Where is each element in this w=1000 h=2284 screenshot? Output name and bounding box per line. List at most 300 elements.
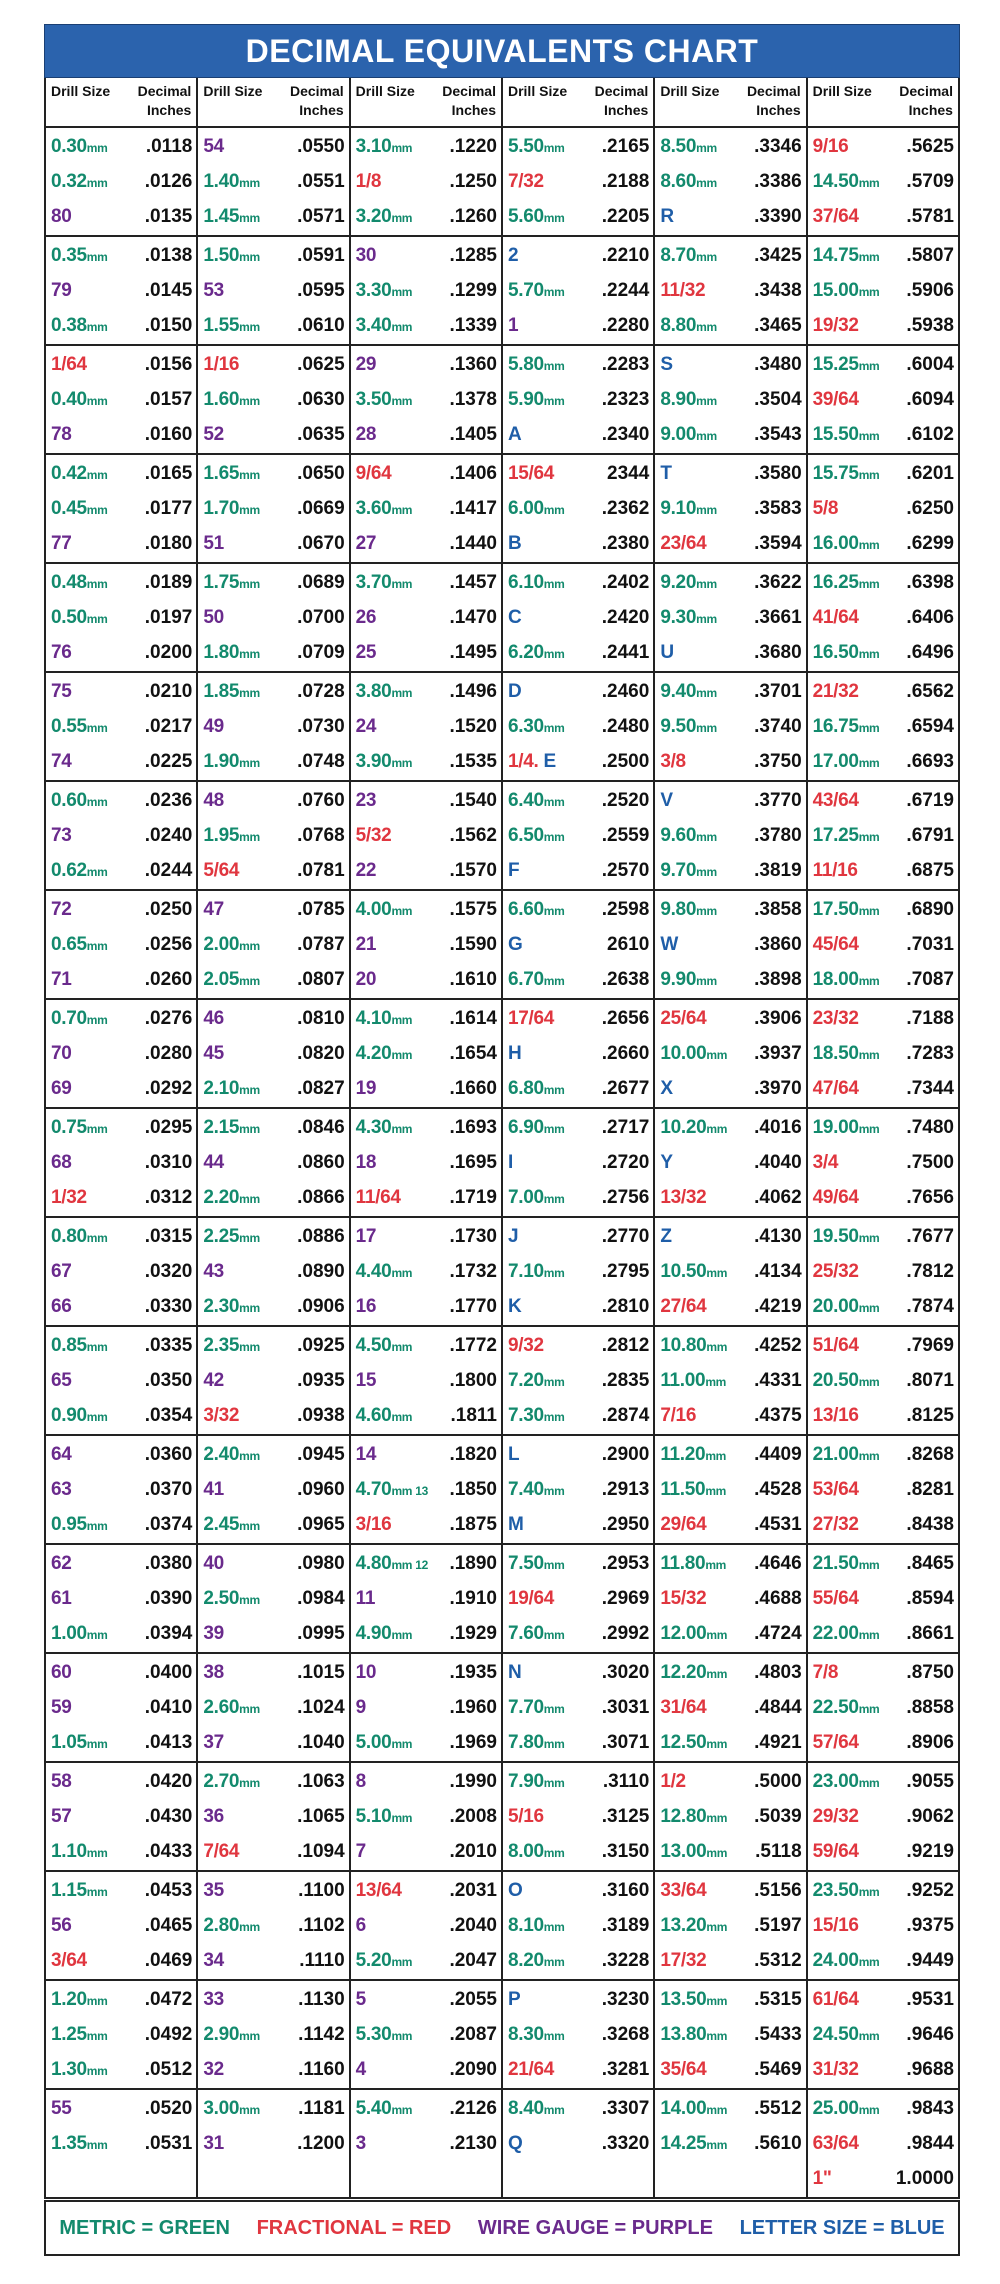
drill-size: 52 bbox=[203, 423, 224, 445]
drill-size: 21 bbox=[355, 933, 377, 955]
decimal-inches: .0689 bbox=[297, 571, 345, 593]
chart-column bbox=[503, 78, 655, 2197]
drill-size: 80 bbox=[51, 205, 72, 227]
table-row bbox=[503, 164, 653, 199]
decimal-inches: .0165 bbox=[144, 462, 193, 484]
table-row bbox=[198, 1110, 348, 1145]
drill-size: 3.00mm bbox=[203, 2097, 260, 2119]
drill-size: 59 bbox=[51, 1696, 72, 1718]
table-row bbox=[46, 1690, 196, 1725]
table-row bbox=[46, 1764, 196, 1799]
table-row bbox=[46, 1799, 196, 1834]
table-row bbox=[351, 1219, 501, 1254]
legend-metric: METRIC = GREEN bbox=[59, 2216, 230, 2239]
size-unit: mm bbox=[696, 175, 717, 190]
drill-size: 3.10mm bbox=[355, 135, 413, 157]
size-unit: mm bbox=[858, 1954, 880, 1969]
drill-size: 10.00mm bbox=[660, 1042, 728, 1064]
decimal-header: Decimal Inches bbox=[594, 83, 649, 118]
size-unit: mm bbox=[858, 1047, 880, 1062]
table-row bbox=[351, 674, 501, 709]
table-row bbox=[655, 1690, 805, 1725]
drill-size: 7.50mm bbox=[507, 1552, 565, 1574]
size-unit: mm bbox=[239, 938, 260, 953]
size-unit: mm bbox=[543, 358, 565, 373]
table-row bbox=[655, 927, 805, 962]
row-group bbox=[46, 782, 196, 891]
row-group bbox=[503, 1109, 653, 1218]
drill-size: 1/64 bbox=[51, 353, 87, 375]
drill-size: I bbox=[507, 1151, 513, 1173]
size-unit: mm bbox=[86, 1518, 108, 1533]
table-row bbox=[808, 1507, 958, 1542]
size-unit: mm bbox=[391, 2102, 413, 2117]
decimal-inches: .0670 bbox=[297, 532, 345, 554]
drill-size: 43/64 bbox=[812, 789, 859, 811]
size-unit: mm bbox=[858, 249, 880, 264]
size-unit: mm bbox=[858, 284, 880, 299]
decimal-inches: .4531 bbox=[754, 1513, 802, 1535]
table-row bbox=[46, 1873, 196, 1908]
drill-size: 8.70mm bbox=[660, 244, 717, 266]
row-group bbox=[351, 128, 501, 237]
decimal-inches: .3346 bbox=[754, 135, 802, 157]
drill-size: 1.80mm bbox=[203, 641, 260, 663]
drill-size: 9/64 bbox=[355, 462, 392, 484]
table-row bbox=[655, 2052, 805, 2087]
decimal-inches: .1719 bbox=[449, 1186, 497, 1208]
table-row bbox=[808, 347, 958, 382]
row-group bbox=[351, 891, 501, 1000]
decimal-inches: .0197 bbox=[144, 606, 193, 628]
drill-size: 2.15mm bbox=[203, 1116, 260, 1138]
table-row bbox=[655, 1289, 805, 1324]
drill-size: U bbox=[660, 641, 674, 663]
decimal-inches: .0330 bbox=[144, 1295, 193, 1317]
drill-size: 8.30mm bbox=[507, 2023, 565, 2045]
table-row bbox=[808, 456, 958, 491]
row-group bbox=[198, 1327, 348, 1436]
drill-size: 79 bbox=[51, 279, 72, 301]
table-row bbox=[503, 1289, 653, 1324]
drill-size: 68 bbox=[51, 1151, 72, 1173]
table-row bbox=[198, 962, 348, 997]
table-row bbox=[503, 1655, 653, 1690]
row-group bbox=[655, 2090, 805, 2162]
table-row bbox=[351, 1036, 501, 1071]
table-row bbox=[503, 1581, 653, 1616]
decimal-header: Decimal Inches bbox=[746, 83, 801, 118]
chart-column bbox=[808, 78, 958, 2197]
drill-size: 16 bbox=[355, 1295, 377, 1317]
decimal-inches: .1260 bbox=[449, 205, 497, 227]
table-row bbox=[198, 382, 348, 417]
row-group bbox=[198, 891, 348, 1000]
table-row bbox=[503, 491, 653, 526]
decimal-inches: .3750 bbox=[754, 750, 802, 772]
decimal-inches: .6299 bbox=[906, 532, 954, 554]
table-row bbox=[46, 818, 196, 853]
drill-size: 7.90mm bbox=[507, 1770, 565, 1792]
decimal-inches: .5610 bbox=[754, 2132, 802, 2154]
row-group bbox=[808, 1109, 958, 1218]
size-unit: mm bbox=[543, 1954, 565, 1969]
table-row bbox=[46, 1437, 196, 1472]
table-row bbox=[351, 199, 501, 234]
drill-size: 14 bbox=[355, 1443, 377, 1465]
decimal-inches: .5433 bbox=[754, 2023, 802, 2045]
row-group bbox=[351, 1436, 501, 1545]
decimal-inches: .2874 bbox=[601, 1404, 650, 1426]
size-unit: mm bbox=[858, 1121, 880, 1136]
decimal-inches: .0260 bbox=[144, 968, 193, 990]
drill-size: 9.60mm bbox=[660, 824, 717, 846]
drill-size: 28 bbox=[355, 423, 377, 445]
drill-size: 1/16 bbox=[203, 353, 240, 375]
decimal-inches: .0465 bbox=[144, 1914, 193, 1936]
decimal-inches: .1417 bbox=[449, 497, 497, 519]
table-row bbox=[655, 1834, 805, 1869]
table-row bbox=[351, 2052, 501, 2087]
drill-size: 21/64 bbox=[507, 2058, 555, 2080]
size-unit: mm bbox=[706, 1339, 728, 1354]
table-row bbox=[655, 199, 805, 234]
table-row bbox=[351, 238, 501, 273]
drill-size: Q bbox=[507, 2132, 523, 2154]
drill-size: 60 bbox=[51, 1661, 72, 1683]
table-row bbox=[198, 456, 348, 491]
decimal-inches: .8125 bbox=[906, 1404, 954, 1426]
decimal-inches: .1470 bbox=[449, 606, 497, 628]
decimal-inches: .1969 bbox=[449, 1731, 497, 1753]
drill-size: 8.50mm bbox=[660, 135, 717, 157]
table-row bbox=[198, 1363, 348, 1398]
decimal-inches: .0492 bbox=[144, 2023, 193, 2045]
table-row bbox=[808, 1982, 958, 2017]
drill-size: 1.65mm bbox=[203, 462, 260, 484]
table-row bbox=[46, 1001, 196, 1036]
size-unit: mm bbox=[858, 2028, 880, 2043]
decimal-inches: .0650 bbox=[297, 462, 345, 484]
row-group bbox=[198, 1654, 348, 1763]
size-unit: mm bbox=[239, 249, 260, 264]
size-unit: mm bbox=[239, 829, 260, 844]
drill-size: 27 bbox=[355, 532, 377, 554]
table-row bbox=[503, 308, 653, 343]
table-row bbox=[351, 1363, 501, 1398]
size-unit: mm bbox=[696, 611, 717, 626]
table-row bbox=[351, 1398, 501, 1433]
size-unit: mm bbox=[543, 1557, 565, 1572]
size-unit: mm bbox=[86, 1993, 108, 2008]
drill-size: 29/32 bbox=[812, 1805, 859, 1827]
table-row bbox=[46, 382, 196, 417]
table-row bbox=[46, 199, 196, 234]
decimal-chart bbox=[44, 24, 960, 2199]
size-unit: mm bbox=[696, 685, 717, 700]
decimal-inches: .0610 bbox=[297, 314, 345, 336]
size-unit: mm bbox=[706, 1845, 728, 1860]
decimal-inches: .6406 bbox=[906, 606, 954, 628]
row-group bbox=[46, 1654, 196, 1763]
chart-column bbox=[351, 78, 503, 2197]
table-row bbox=[46, 892, 196, 927]
drill-size-header: Drill Size bbox=[812, 83, 872, 99]
decimal-inches: .2280 bbox=[601, 314, 650, 336]
decimal-inches: .2165 bbox=[601, 135, 650, 157]
decimal-inches: .0240 bbox=[144, 824, 193, 846]
decimal-inches: .1065 bbox=[297, 1805, 345, 1827]
table-row bbox=[198, 674, 348, 709]
drill-size: 1.60mm bbox=[203, 388, 260, 410]
table-row bbox=[808, 1110, 958, 1145]
table-row bbox=[198, 1289, 348, 1324]
decimal-inches: .0846 bbox=[297, 1116, 345, 1138]
table-row bbox=[808, 1616, 958, 1651]
size-unit: mm bbox=[391, 393, 413, 408]
table-row bbox=[198, 1507, 348, 1542]
drill-size: 25 bbox=[355, 641, 377, 663]
table-row bbox=[808, 491, 958, 526]
decimal-header: Decimal Inches bbox=[899, 83, 953, 118]
drill-size: 31 bbox=[203, 2132, 224, 2154]
drill-size: 1.95mm bbox=[203, 824, 260, 846]
size-unit: mm bbox=[706, 1919, 728, 1934]
table-row bbox=[198, 1254, 348, 1289]
row-group bbox=[808, 673, 958, 782]
row-group bbox=[198, 1763, 348, 1872]
decimal-inches: .0236 bbox=[144, 789, 193, 811]
drill-size: 0.35mm bbox=[51, 244, 108, 266]
drill-size: 57 bbox=[51, 1805, 72, 1827]
decimal-inches: .1695 bbox=[449, 1151, 497, 1173]
decimal-inches: .1110 bbox=[299, 1949, 345, 1971]
size-unit: mm bbox=[86, 720, 108, 735]
decimal-inches: .2656 bbox=[601, 1007, 650, 1029]
column-header bbox=[503, 78, 653, 128]
row-group bbox=[655, 1000, 805, 1109]
size-unit: mm bbox=[86, 467, 108, 482]
decimal-inches: .2323 bbox=[601, 388, 650, 410]
decimal-inches: .1200 bbox=[297, 2132, 345, 2154]
size-unit: mm bbox=[239, 1082, 260, 1097]
table-row bbox=[655, 1943, 805, 1978]
column-header bbox=[198, 78, 348, 128]
table-row bbox=[198, 1219, 348, 1254]
size-unit: mm bbox=[858, 1627, 880, 1642]
size-unit: mm bbox=[858, 1701, 880, 1716]
table-row bbox=[808, 1219, 958, 1254]
decimal-inches: .0160 bbox=[144, 423, 193, 445]
row-group bbox=[198, 128, 348, 237]
row-group bbox=[808, 1000, 958, 1109]
size-unit: mm bbox=[696, 319, 717, 334]
row-group bbox=[503, 1872, 653, 1981]
table-row bbox=[351, 1873, 501, 1908]
drill-size: 17 bbox=[355, 1225, 377, 1247]
drill-size: 2.00mm bbox=[203, 933, 260, 955]
decimal-inches: .1520 bbox=[449, 715, 497, 737]
size-unit: mm bbox=[706, 1047, 728, 1062]
decimal-inches: .0571 bbox=[297, 205, 345, 227]
decimal-inches: .2795 bbox=[601, 1260, 650, 1282]
size-unit: mm bbox=[391, 755, 413, 770]
decimal-inches: .0781 bbox=[297, 859, 345, 881]
drill-size: 36 bbox=[203, 1805, 224, 1827]
drill-size: 15/16 bbox=[812, 1914, 859, 1936]
table-row bbox=[351, 1725, 501, 1760]
drill-size: 3.90mm bbox=[355, 750, 413, 772]
drill-size: 2.35mm bbox=[203, 1334, 260, 1356]
size-unit: mm bbox=[706, 1121, 728, 1136]
drill-size: 76 bbox=[51, 641, 72, 663]
size-unit: mm bbox=[86, 576, 108, 591]
drill-size: 5.60mm bbox=[507, 205, 565, 227]
drill-size: 66 bbox=[51, 1295, 72, 1317]
decimal-inches: .0292 bbox=[144, 1077, 193, 1099]
table-row bbox=[198, 1001, 348, 1036]
decimal-inches: .2500 bbox=[601, 750, 650, 772]
drill-size: 29 bbox=[355, 353, 377, 375]
decimal-inches: .0126 bbox=[144, 170, 193, 192]
table-row bbox=[198, 1145, 348, 1180]
row-group bbox=[198, 237, 348, 346]
drill-size: 33/64 bbox=[660, 1879, 707, 1901]
table-row bbox=[503, 1398, 653, 1433]
drill-size: 38 bbox=[203, 1661, 224, 1683]
decimal-inches: .0625 bbox=[297, 353, 345, 375]
size-unit: mm bbox=[858, 1557, 880, 1572]
decimal-inches: .3819 bbox=[754, 859, 802, 881]
row-group bbox=[808, 1763, 958, 1872]
decimal-inches: .7188 bbox=[906, 1007, 954, 1029]
table-row bbox=[808, 1472, 958, 1507]
table-row bbox=[808, 853, 958, 888]
drill-size: 9.50mm bbox=[660, 715, 717, 737]
drill-size: 51 bbox=[203, 532, 224, 554]
drill-size: 4.50mm bbox=[355, 1334, 413, 1356]
drill-size: 11/64 bbox=[355, 1186, 401, 1208]
drill-size: 7/32 bbox=[507, 170, 544, 192]
decimal-inches: .0820 bbox=[297, 1042, 345, 1064]
drill-size: 15.25mm bbox=[812, 353, 880, 375]
decimal-inches: .4016 bbox=[754, 1116, 802, 1138]
drill-size: 4.20mm bbox=[355, 1042, 413, 1064]
table-row bbox=[655, 2126, 805, 2161]
size-unit: mm bbox=[706, 2137, 728, 2152]
drill-size: 31/32 bbox=[812, 2058, 859, 2080]
table-row bbox=[351, 1289, 501, 1324]
drill-size: 8.60mm bbox=[660, 170, 717, 192]
size-unit: mm bbox=[391, 319, 413, 334]
size-unit: mm bbox=[86, 393, 108, 408]
table-row bbox=[808, 1398, 958, 1433]
size-unit: mm 13 bbox=[391, 1483, 428, 1498]
row-group bbox=[808, 2090, 958, 2197]
drill-size: 37 bbox=[203, 1731, 224, 1753]
drill-size: 8.10mm bbox=[507, 1914, 565, 1936]
table-row bbox=[808, 635, 958, 670]
table-row bbox=[808, 1725, 958, 1760]
decimal-inches: .8268 bbox=[906, 1443, 954, 1465]
decimal-inches: .3860 bbox=[754, 933, 802, 955]
size-unit: mm bbox=[543, 393, 565, 408]
size-unit: mm bbox=[239, 175, 260, 190]
row-group bbox=[46, 455, 196, 564]
drill-size: 2.40mm bbox=[203, 1443, 260, 1465]
table-row bbox=[198, 347, 348, 382]
decimal-inches: .1299 bbox=[449, 279, 497, 301]
decimal-inches: .0551 bbox=[297, 170, 345, 192]
decimal-inches: .4375 bbox=[754, 1404, 802, 1426]
table-row bbox=[46, 962, 196, 997]
row-group bbox=[808, 1654, 958, 1763]
table-row bbox=[351, 1690, 501, 1725]
size-unit: mm bbox=[86, 1736, 108, 1751]
size-unit: mm bbox=[858, 1775, 880, 1790]
row-group bbox=[655, 237, 805, 346]
decimal-inches: .3504 bbox=[754, 388, 802, 410]
drill-size: 37/64 bbox=[812, 205, 859, 227]
drill-size: 20.50mm bbox=[812, 1369, 880, 1391]
table-row bbox=[808, 1289, 958, 1324]
size-unit: mm bbox=[858, 1884, 880, 1899]
table-row bbox=[655, 491, 805, 526]
drill-size: 9/32 bbox=[507, 1334, 544, 1356]
table-row bbox=[351, 2017, 501, 2052]
drill-size: 45 bbox=[203, 1042, 224, 1064]
table-row bbox=[351, 1655, 501, 1690]
table-row bbox=[351, 129, 501, 164]
decimal-inches: .1590 bbox=[449, 933, 497, 955]
table-row bbox=[198, 783, 348, 818]
drill-size: 1.20mm bbox=[51, 1988, 108, 2010]
table-row bbox=[808, 129, 958, 164]
drill-size: 6.70mm bbox=[507, 968, 565, 990]
table-row bbox=[351, 1616, 501, 1651]
table-row bbox=[46, 1071, 196, 1106]
table-row bbox=[351, 526, 501, 561]
size-unit: mm bbox=[543, 1736, 565, 1751]
size-unit: mm bbox=[706, 1736, 728, 1751]
drill-size: 30 bbox=[355, 244, 377, 266]
decimal-inches: .2205 bbox=[601, 205, 650, 227]
row-group bbox=[808, 1327, 958, 1436]
table-row bbox=[655, 1437, 805, 1472]
table-row bbox=[46, 1546, 196, 1581]
table-row bbox=[198, 1437, 348, 1472]
decimal-inches: .2660 bbox=[601, 1042, 650, 1064]
size-unit: mm bbox=[86, 1884, 108, 1899]
table-row bbox=[351, 456, 501, 491]
table-row bbox=[503, 1764, 653, 1799]
decimal-inches: .3031 bbox=[601, 1696, 650, 1718]
decimal-inches: .1094 bbox=[297, 1840, 345, 1862]
size-unit: mm bbox=[706, 1265, 728, 1280]
size-unit: mm bbox=[86, 502, 108, 517]
drill-size: 15/32 bbox=[660, 1587, 707, 1609]
drill-size: S bbox=[660, 353, 673, 375]
decimal-inches: .3680 bbox=[754, 641, 802, 663]
drill-size: L bbox=[507, 1443, 520, 1465]
decimal-inches: .1339 bbox=[449, 314, 497, 336]
table-row bbox=[351, 1254, 501, 1289]
decimal-inches: .3228 bbox=[601, 1949, 650, 1971]
decimal-inches: .8594 bbox=[906, 1587, 954, 1609]
size-unit: mm bbox=[239, 1448, 260, 1463]
drill-size: 3.30mm bbox=[355, 279, 413, 301]
decimal-inches: .0531 bbox=[144, 2132, 193, 2154]
